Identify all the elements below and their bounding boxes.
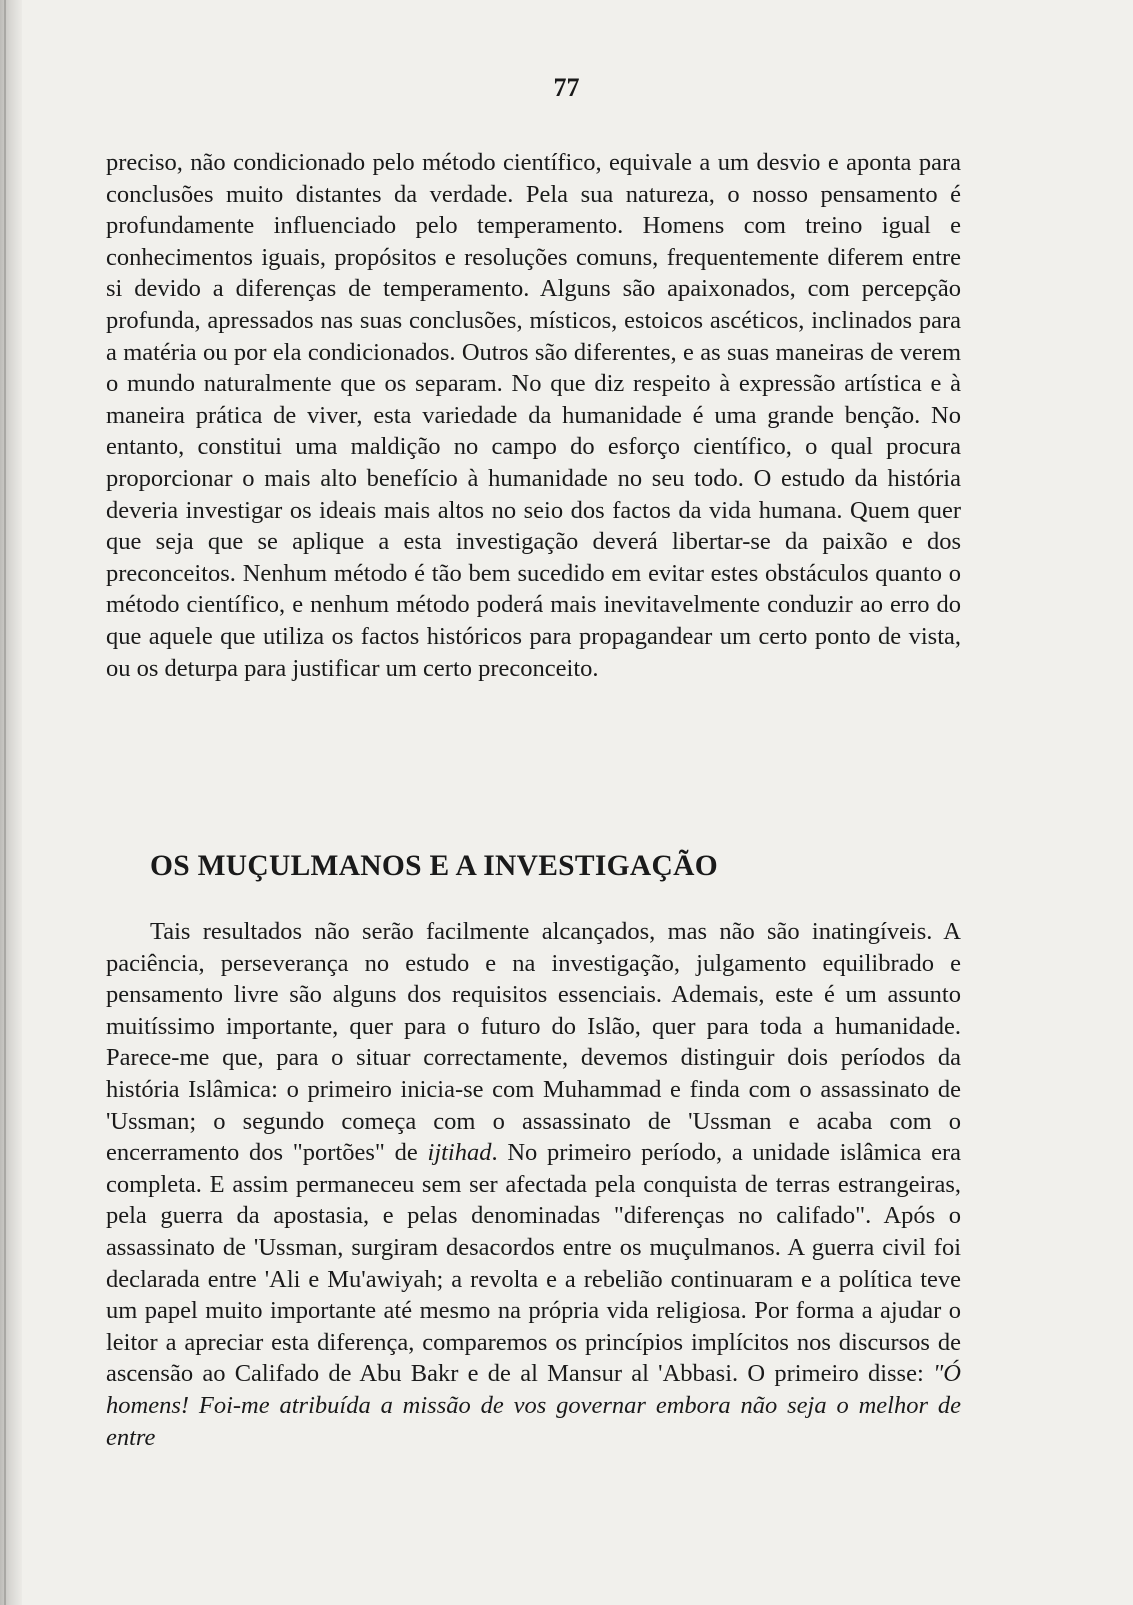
section-heading: OS MUÇULMANOS E A INVESTIGAÇÃO	[150, 850, 718, 882]
italic-quotation: "Ó homens! Foi-me atribuída a missão de vos governar embora não seja o melhor de entre	[106, 1360, 961, 1451]
italic-term: ijtihad	[427, 1139, 492, 1167]
paragraph-text-start: Tais resultados não serão facilmente alcançados, mas não são inatingíveis. A paciência, perseverança no estudo e na investigação, julgamento equilibrado e pensamento livre são alguns dos requisitos essenciais. Ademais, este é um assunto muitíssimo importante, quer para o futuro do Islão, quer para toda a humanidade. Parece-me que, para o situar correctamente, devemos distinguir dois períodos da história Islâmica: o primeiro inicia-se com Muhammad e finda com o assassinato de 'Ussman; o segundo começa com o assassinato de 'Ussman e acaba com o encerramento dos "portões" de	[106, 918, 961, 1167]
paragraph-section-body	[106, 916, 961, 1453]
page-edge-line	[4, 0, 6, 1605]
paragraph-text-middle: . No primeiro período, a unidade islâmica era completa. E assim permaneceu sem ser afectada pela conquista de terras estrangeiras, pela guerra da apostasia, e pelas denominadas "diferenças no califado". Após o assassinato de 'Ussman, surgiram desacordos entre os muçulmanos. A guerra civil foi declarada entre 'Ali e Mu'awiyah; a revolta e a rebelião continuaram e a política teve um papel muito importante até mesmo na própria vida religiosa. Por forma a ajudar o leitor a apreciar esta diferença, comparemos os princípios implícitos nos discursos de ascensão ao Califado de Abu Bakr e de al Mansur al 'Abbasi. O primeiro disse:	[106, 1139, 961, 1388]
page-number: 77	[553, 73, 580, 102]
paragraph-continuation: preciso, não condicionado pelo método científico, equivale a um desvio e aponta para conclusões muito distantes da verdade. Pela sua natureza, o nosso pensamento é profundamente influenciado pelo temperamento. Homens com treino igual e conhecimentos iguais, propósitos e resoluções comuns, frequentemente diferem entre si devido a diferenças de temperamento. Alguns são apaixonados, com percepção profunda, apressados nas suas conclusões, místicos, estoicos ascéticos, inclinados para a matéria ou por ela condicionados. Outros são diferentes, e as suas maneiras de verem o mundo naturalmente que os separam. No que diz respeito à expressão artística e à maneira prática de viver, esta variedade da humanidade é uma grande benção. No entanto, constitui uma maldição no campo do esforço científico, o qual procura proporcionar o mais alto benefício à humanidade no seu todo. O estudo da história deveria investigar os ideais mais altos no seio dos factos da vida humana. Quem quer que seja que se aplique a esta investigação deverá libertar-se da paixão e dos preconceitos. Nenhum método é tão bem sucedido em evitar estes obstáculos quanto o método científico, e nenhum método poderá mais inevitavelmente conduzir ao erro do que aquele que utiliza os factos históricos para propagandear um certo ponto de vista, ou os deturpa para justificar um certo preconceito.	[106, 149, 961, 682]
